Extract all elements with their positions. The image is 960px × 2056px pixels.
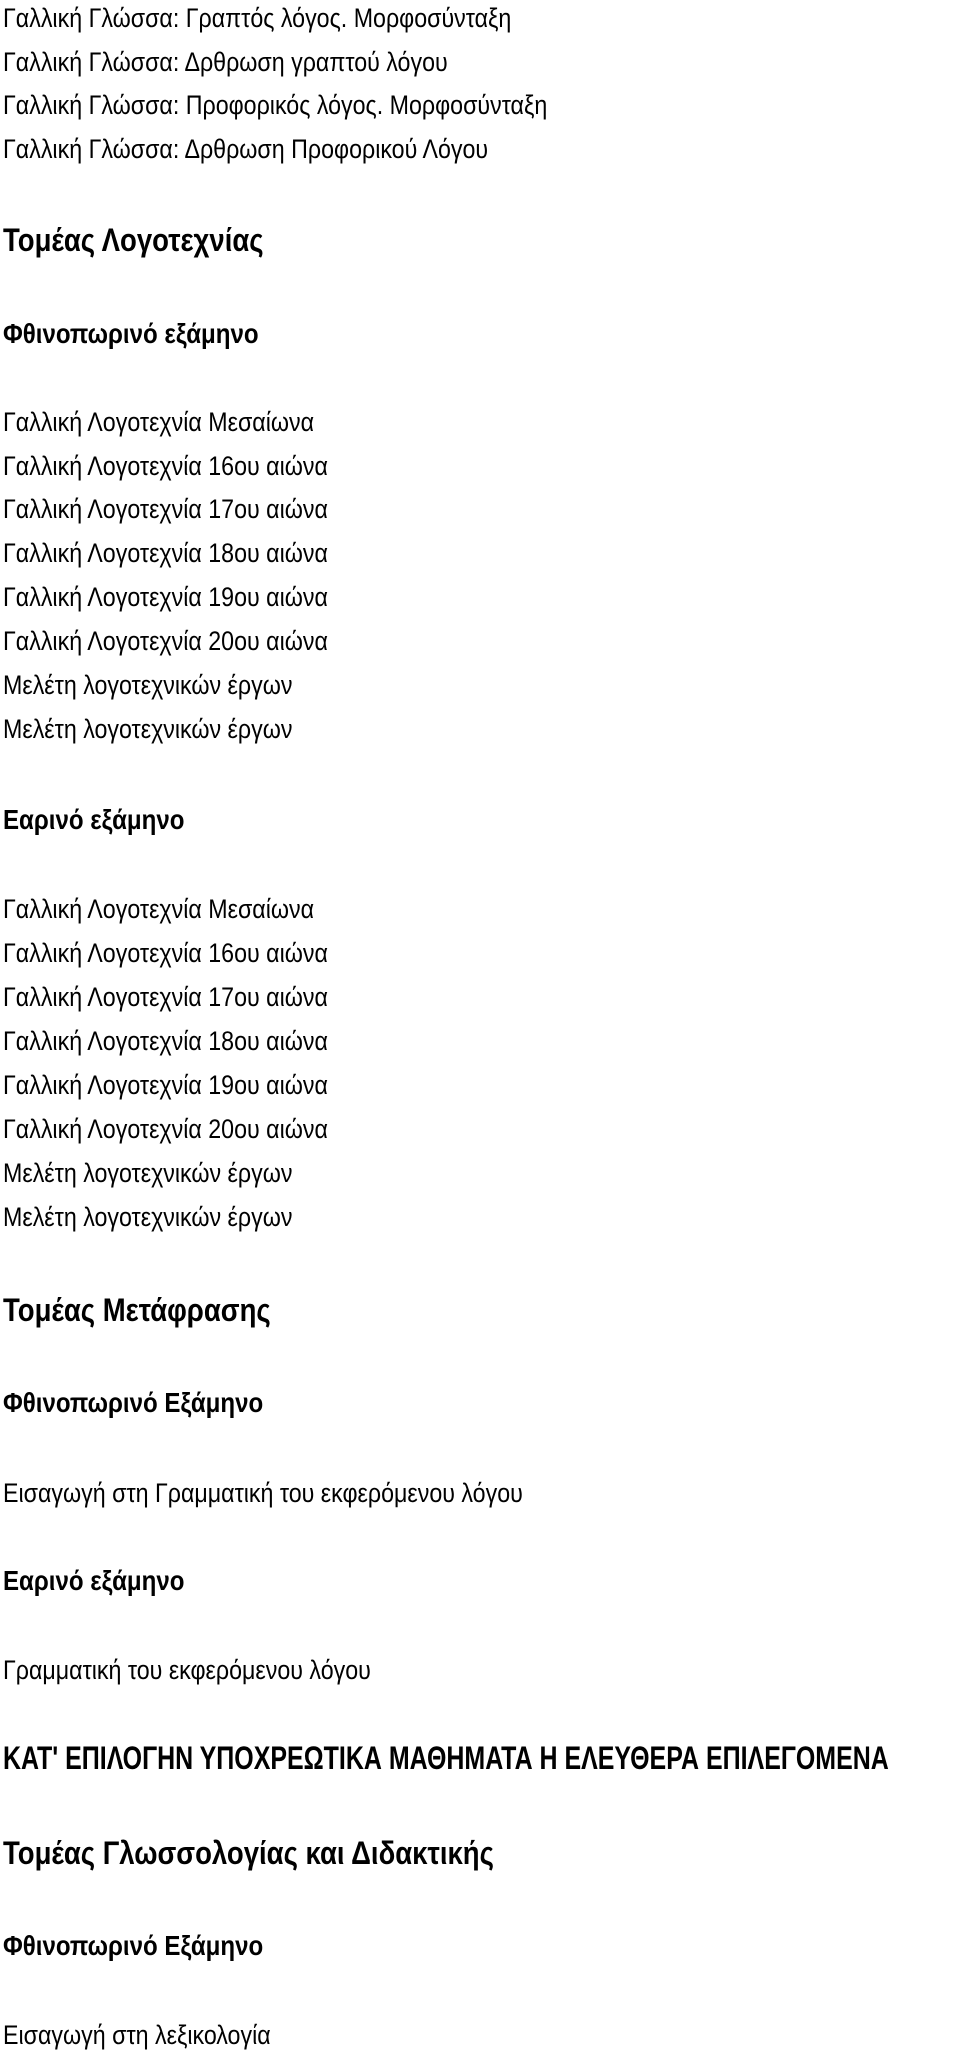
course-line: Γαλλική Λογοτεχνία 16ου αιώνα — [3, 451, 328, 481]
course-line: Γαλλική Λογοτεχνία 17ου αιώνα — [3, 494, 328, 524]
course-line: Γαλλική Λογοτεχνία 18ου αιώνα — [3, 538, 328, 568]
course-line: Γαλλική Λογοτεχνία 20ου αιώνα — [3, 626, 328, 656]
course-line: Εισαγωγή στη λεξικολογία — [3, 2020, 271, 2050]
section-heading: Τομέας Μετάφρασης — [3, 1292, 271, 1328]
course-line: Γαλλική Λογοτεχνία 16ου αιώνα — [3, 938, 328, 968]
course-line: Γαλλική Λογοτεχνία 19ου αιώνα — [3, 1070, 328, 1100]
course-line: Μελέτη λογοτεχνικών έργων — [3, 1202, 293, 1232]
semester-heading: Φθινοπωρινό εξάμηνο — [3, 318, 259, 349]
course-line: Γαλλική Λογοτεχνία 20ου αιώνα — [3, 1114, 328, 1144]
semester-heading: Φθινοπωρινό Εξάμηνο — [3, 1387, 264, 1418]
course-line: Γαλλική Λογοτεχνία Μεσαίωνα — [3, 407, 315, 437]
course-line: Γαλλική Λογοτεχνία 17ου αιώνα — [3, 982, 328, 1012]
semester-heading: Εαρινό εξάμηνο — [3, 1565, 185, 1596]
course-line: Γαλλική Λογοτεχνία 18ου αιώνα — [3, 1026, 328, 1056]
course-line: Γαλλική Λογοτεχνία Μεσαίωνα — [3, 894, 315, 924]
section-heading: Τομέας Γλωσσολογίας και Διδακτικής — [3, 1835, 494, 1871]
semester-heading: Εαρινό εξάμηνο — [3, 804, 185, 835]
section-heading: Τομέας Λογοτεχνίας — [3, 222, 264, 258]
course-line: Μελέτη λογοτεχνικών έργων — [3, 1158, 293, 1188]
course-line: Γαλλική Γλώσσα: Δρθρωση Προφορικού Λόγου — [3, 134, 489, 164]
course-line: Εισαγωγή στη Γραμματική του εκφερόμενου λόγου — [3, 1478, 523, 1508]
course-line: Μελέτη λογοτεχνικών έργων — [3, 670, 293, 700]
course-line: Γαλλική Γλώσσα: Προφορικός λόγος. Μορφοσύνταξη — [3, 90, 548, 120]
course-line: Γραμματική του εκφερόμενου λόγου — [3, 1655, 371, 1685]
course-line: Γαλλική Λογοτεχνία 19ου αιώνα — [3, 582, 328, 612]
course-line: Γαλλική Γλώσσα: Γραπτός λόγος. Μορφοσύνταξη — [3, 3, 512, 33]
course-line: Μελέτη λογοτεχνικών έργων — [3, 714, 293, 744]
course-line: Γαλλική Γλώσσα: Δρθρωση γραπτού λόγου — [3, 47, 448, 77]
category-heading: ΚΑΤ' ΕΠΙΛΟΓΗΝ ΥΠΟΧΡΕΩΤΙΚΑ ΜΑΘΗΜΑΤΑ Η ΕΛΕΥΘΕΡΑ ΕΠΙΛΕΓΟΜΕΝΑ — [3, 1740, 889, 1776]
semester-heading: Φθινοπωρινό Εξάμηνο — [3, 1930, 264, 1961]
